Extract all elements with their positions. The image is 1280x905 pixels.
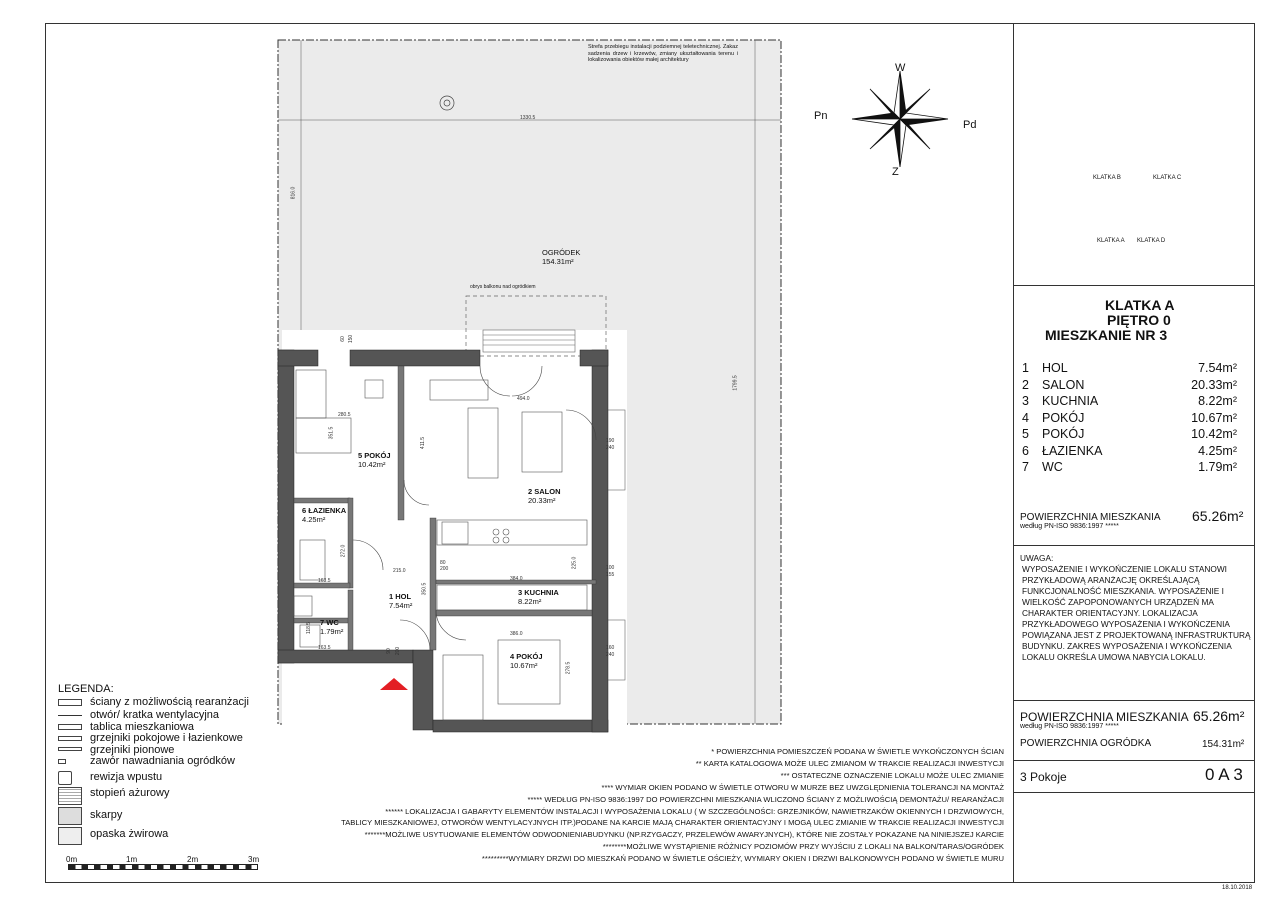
footnote: *** OSTATECZNE OZNACZENIE LOKALU MOŻE ULEC ZMIANIE [780,770,1004,780]
keyplan-klatka-a: KLATKA A [1097,238,1125,244]
legend-item: tablica mieszkaniowa [90,721,194,733]
dim-10: 386.0 [510,631,523,637]
apartment-header [1045,298,1174,343]
garden-label: OGRÓDEK 154.31m² [542,248,581,266]
dim-left-depth: 816.0 [290,186,297,200]
plan-room-4: 4 POKÓJ 10.67m² [510,652,543,670]
footnote: ***** WEDŁUG PN-ISO 9836:1997 DO POWIERZCHNI MIESZKANIA WLICZONO ŚCIANY Z MOŻLIWOŚCIĄ DEMONTAŻU/ REARANŻACJI [527,794,1004,804]
footnote: *********WYMIARY DRZWI DO MIESZKAŃ PODANO W ŚWIETLE OŚCIEŻY, WYMIARY OKIEN I DRZWI BALKONOWYCH PODANO W ŚWIETLE MURU [481,854,1004,864]
door-dim-6: 150 [348,334,355,344]
footnotes [284,746,1004,865]
room-row: 6 ŁAZIENKA 4.25m² [1022,443,1237,458]
uwaga-text: WYPOSAŻENIE I WYKOŃCZENIE LOKALU STANOWI PRZYKŁADOWĄ ARANŻACJĘ OKREŚLAJĄCĄ FUNKCJONALNOŚĆ MIESZKANIA. WYPOSAŻENIE I WIELKOŚĆ ZAPOPONOWANYCH URZĄDZEŃ MA CHARAKTER ORIENTACYJNY. LOKALIZACJA PRZYKŁADOWEGO WYPOSAŻENIA I WYKOŃCZENIA POWIĄZANA JEST Z PROJEKTOWANĄ INFRASTRUKTURĄ BUDYNKU. ZAKRES WYPOSAŻENIA I WYKOŃCZENIA LOKALU OKREŚLA UMOWA NABYCIA LOKALU. [1022,564,1251,662]
zone-note: Strefa przebiegu instalacji podziemnej teletechnicznej. Zakaz sadzenia drzew i krzewów, zmiany ukształtowania terenu i lokalizowania obiektów małej architektury [588,44,738,63]
door-dim-4: 200 [395,646,402,656]
dim-5: 215.0 [393,568,406,574]
legend-item: grzejniki pionowe [90,744,175,756]
dim-4: 411.5 [420,436,427,450]
dim-2: 351.5 [328,426,335,440]
door-dim-3: 90 [385,648,392,654]
rooms-count: 3 Pokoje [1020,770,1067,784]
footnote: ** KARTA KATALOGOWA MOŻE ULEC ZMIANOM W TRAKCIE REALIZACJI INWESTYCJI [695,758,1004,768]
plan-room-6: 6 ŁAZIENKA 4.25m² [302,506,347,524]
summary-label-1: POWIERZCHNIA MIESZKANIA [1020,710,1189,724]
footnote: * POWIERZCHNIA POMIESZCZEŃ PODANA W ŚWIETLE WYKOŃCZONYCH ŚCIAN [711,747,1004,756]
window-dim-6: 240 [606,652,615,658]
plan-room-2: 2 SALON 20.33m² [528,487,561,505]
legend-item: opaska żwirowa [90,828,169,840]
summary-value-2: 154.31m² [1202,739,1245,750]
footnote: TABLICY MIESZKANIOWEJ, OTWORÓW WENTYLACYJNYCH ITP.)PODANE NA KARCIE MAJĄ CHARAKTER ORIENTACYJNY I MOGĄ ULEC ZMIANIE W TRAKCIE REALIZACJI INWESTYCJI [341,818,1004,828]
footnote: *******MOŻLIWE USYTUOWANIE ELEMENTÓW ODWODNIENIABUDYNKU (NP.RZYGACZY, PRZELEWÓW AWARYJNYCH), KTÓRE NIE ZOSTAŁY POKAZANE NA NINIEJSZEJ KARCIE [364,830,1004,840]
divider-uwaga [1013,545,1255,546]
scale-label-0: 0m [66,855,78,864]
room-row: 5 POKÓJ 10.42m² [1022,427,1237,442]
vertical-radiator-symbol [58,747,82,751]
date: 18.10.2018 [1222,885,1253,891]
window-dim-4: 155 [606,572,615,578]
compass-label-right: Pd [963,119,977,131]
plan-room-7: 7 WC 1.79m² [320,618,344,636]
window-dim-2: 240 [606,445,615,451]
balcony-outline-label: obrys balkonu nad ogródkiem [470,284,536,290]
vent-symbol [58,715,82,716]
uwaga-title: UWAGA: [1020,553,1054,563]
legend-item: otwór/ kratka wentylacyjna [90,709,219,721]
summary-sub-1: według PN-ISO 9836:1997 ***** [1020,723,1119,730]
scale-label-2: 2m [187,855,199,864]
total-sub: według PN-ISO 9836:1997 ***** [1020,523,1119,530]
slope-symbol [58,807,82,825]
door-dim-1: 80 [440,560,446,566]
room-row: 1 HOL 7.54m² [1022,361,1237,376]
window-dim-1: 190 [606,438,615,444]
legend-item: rewizja wpustu [90,771,163,783]
drain-revision-symbol [58,771,72,785]
legend-title: LEGENDA: [58,683,114,695]
divider-summary [1013,700,1255,701]
room-row: 2 SALON 20.33m² [1022,377,1237,392]
door-dim-2: 200 [440,566,449,572]
radiator-symbol [58,736,82,741]
footnote: **** WYMIAR OKIEN PODANO W ŚWIETLE OTWORU W MURZE BEZ UWZGLĘDNIENIA TOLERANCJI NA MONTAŻ [601,782,1004,792]
dim-11: 163.5 [318,645,331,651]
dim-7: 272.0 [340,544,347,558]
grate-step-symbol [58,787,82,805]
dim-3: 494.0 [517,396,530,402]
compass-rose [852,71,948,167]
legend-item: stopień ażurowy [90,787,170,799]
divider-keyplan [1013,285,1255,286]
summary-label-2: POWIERZCHNIA OGRÓDKA [1020,738,1152,749]
door-dim-5: 60 [339,336,346,342]
legend-item: skarpy [90,809,123,821]
legend-item: grzejniki pokojowe i łazienkowe [90,732,243,744]
room-row: 7 WC 1.79m² [1022,460,1237,475]
dim-right-depth: 1799.5 [732,375,739,391]
plan-room-1: 1 HOL 7.54m² [389,592,413,610]
window-dim-3: 100 [606,565,615,571]
keyplan-klatka-d: KLATKA D [1137,238,1166,244]
dim-9: 350.5 [421,582,428,596]
gravel-symbol [58,827,82,845]
uwaga-note [1022,553,1252,663]
footnote: ****** LOKALIZACJA I GABARYTY ELEMENTÓW INSTALACJI I WYPOSAŻENIA LOKALU ( W SZCZEGÓLNOŚCI: GRZEJNIKÓW, NAWIETRZAKÓW OKIENNYCH I DRZWIOWYCH, [385,806,1004,816]
legend-item: ściany z możliwością rearanżacji [90,696,249,708]
header-line-2: PIĘTRO 0 [1107,312,1171,328]
keyplan-klatka-b: KLATKA B [1093,175,1121,181]
total-label: POWIERZCHNIA MIESZKANIA [1020,512,1161,523]
plan-room-5: 5 POKÓJ 10.42m² [358,451,391,469]
dim-top-width: 1330.5 [520,115,536,121]
scale-label-3: 3m [248,855,260,864]
footnote: ********MOŻLIWE WYSTĄPIENIE RÓŻNICY POZIOMÓW PRZY WYJŚCIU Z LOKALI NA BALKON/TARAS/OGRÓDEK [602,842,1004,852]
wall-symbol [58,699,82,706]
valve-symbol [58,759,66,764]
header-line-3: MIESZKANIE NR 3 [1045,327,1168,343]
rooms-list [1022,360,1237,476]
apartment-code: 0 A 3 [1205,765,1243,784]
scale-label-1: 1m [126,855,138,864]
dim-1: 280.5 [338,412,351,418]
room-row: 3 KUCHNIA 8.22m² [1022,394,1237,409]
compass-label-left: Pn [814,110,828,122]
header-line-1: KLATKA A [1105,297,1175,313]
total-value: 65.26m² [1192,508,1244,524]
scale-bar [68,864,258,870]
divider-code [1013,760,1255,761]
dim-13: 225.0 [571,556,578,570]
summary-value-1: 65.26m² [1193,708,1245,724]
window-dim-5: 160 [606,645,615,651]
compass-label-top: W [895,62,906,74]
compass-label-bottom: Z [892,166,899,178]
dim-6: 163.5 [318,578,331,584]
dim-14: 278.5 [565,661,572,675]
room-row: 4 POKÓJ 10.67m² [1022,410,1237,425]
legend-item: zawór nawadniania ogródków [90,755,235,767]
keyplan-klatka-c: KLATKA C [1153,175,1182,181]
panel-symbol [58,724,82,730]
dim-12: 118.5 [306,621,313,635]
dim-8: 384.0 [510,576,523,582]
right-panel-divider [1013,23,1014,883]
divider-bottom [1013,792,1255,793]
plan-room-3: 3 KUCHNIA 8.22m² [518,588,559,606]
